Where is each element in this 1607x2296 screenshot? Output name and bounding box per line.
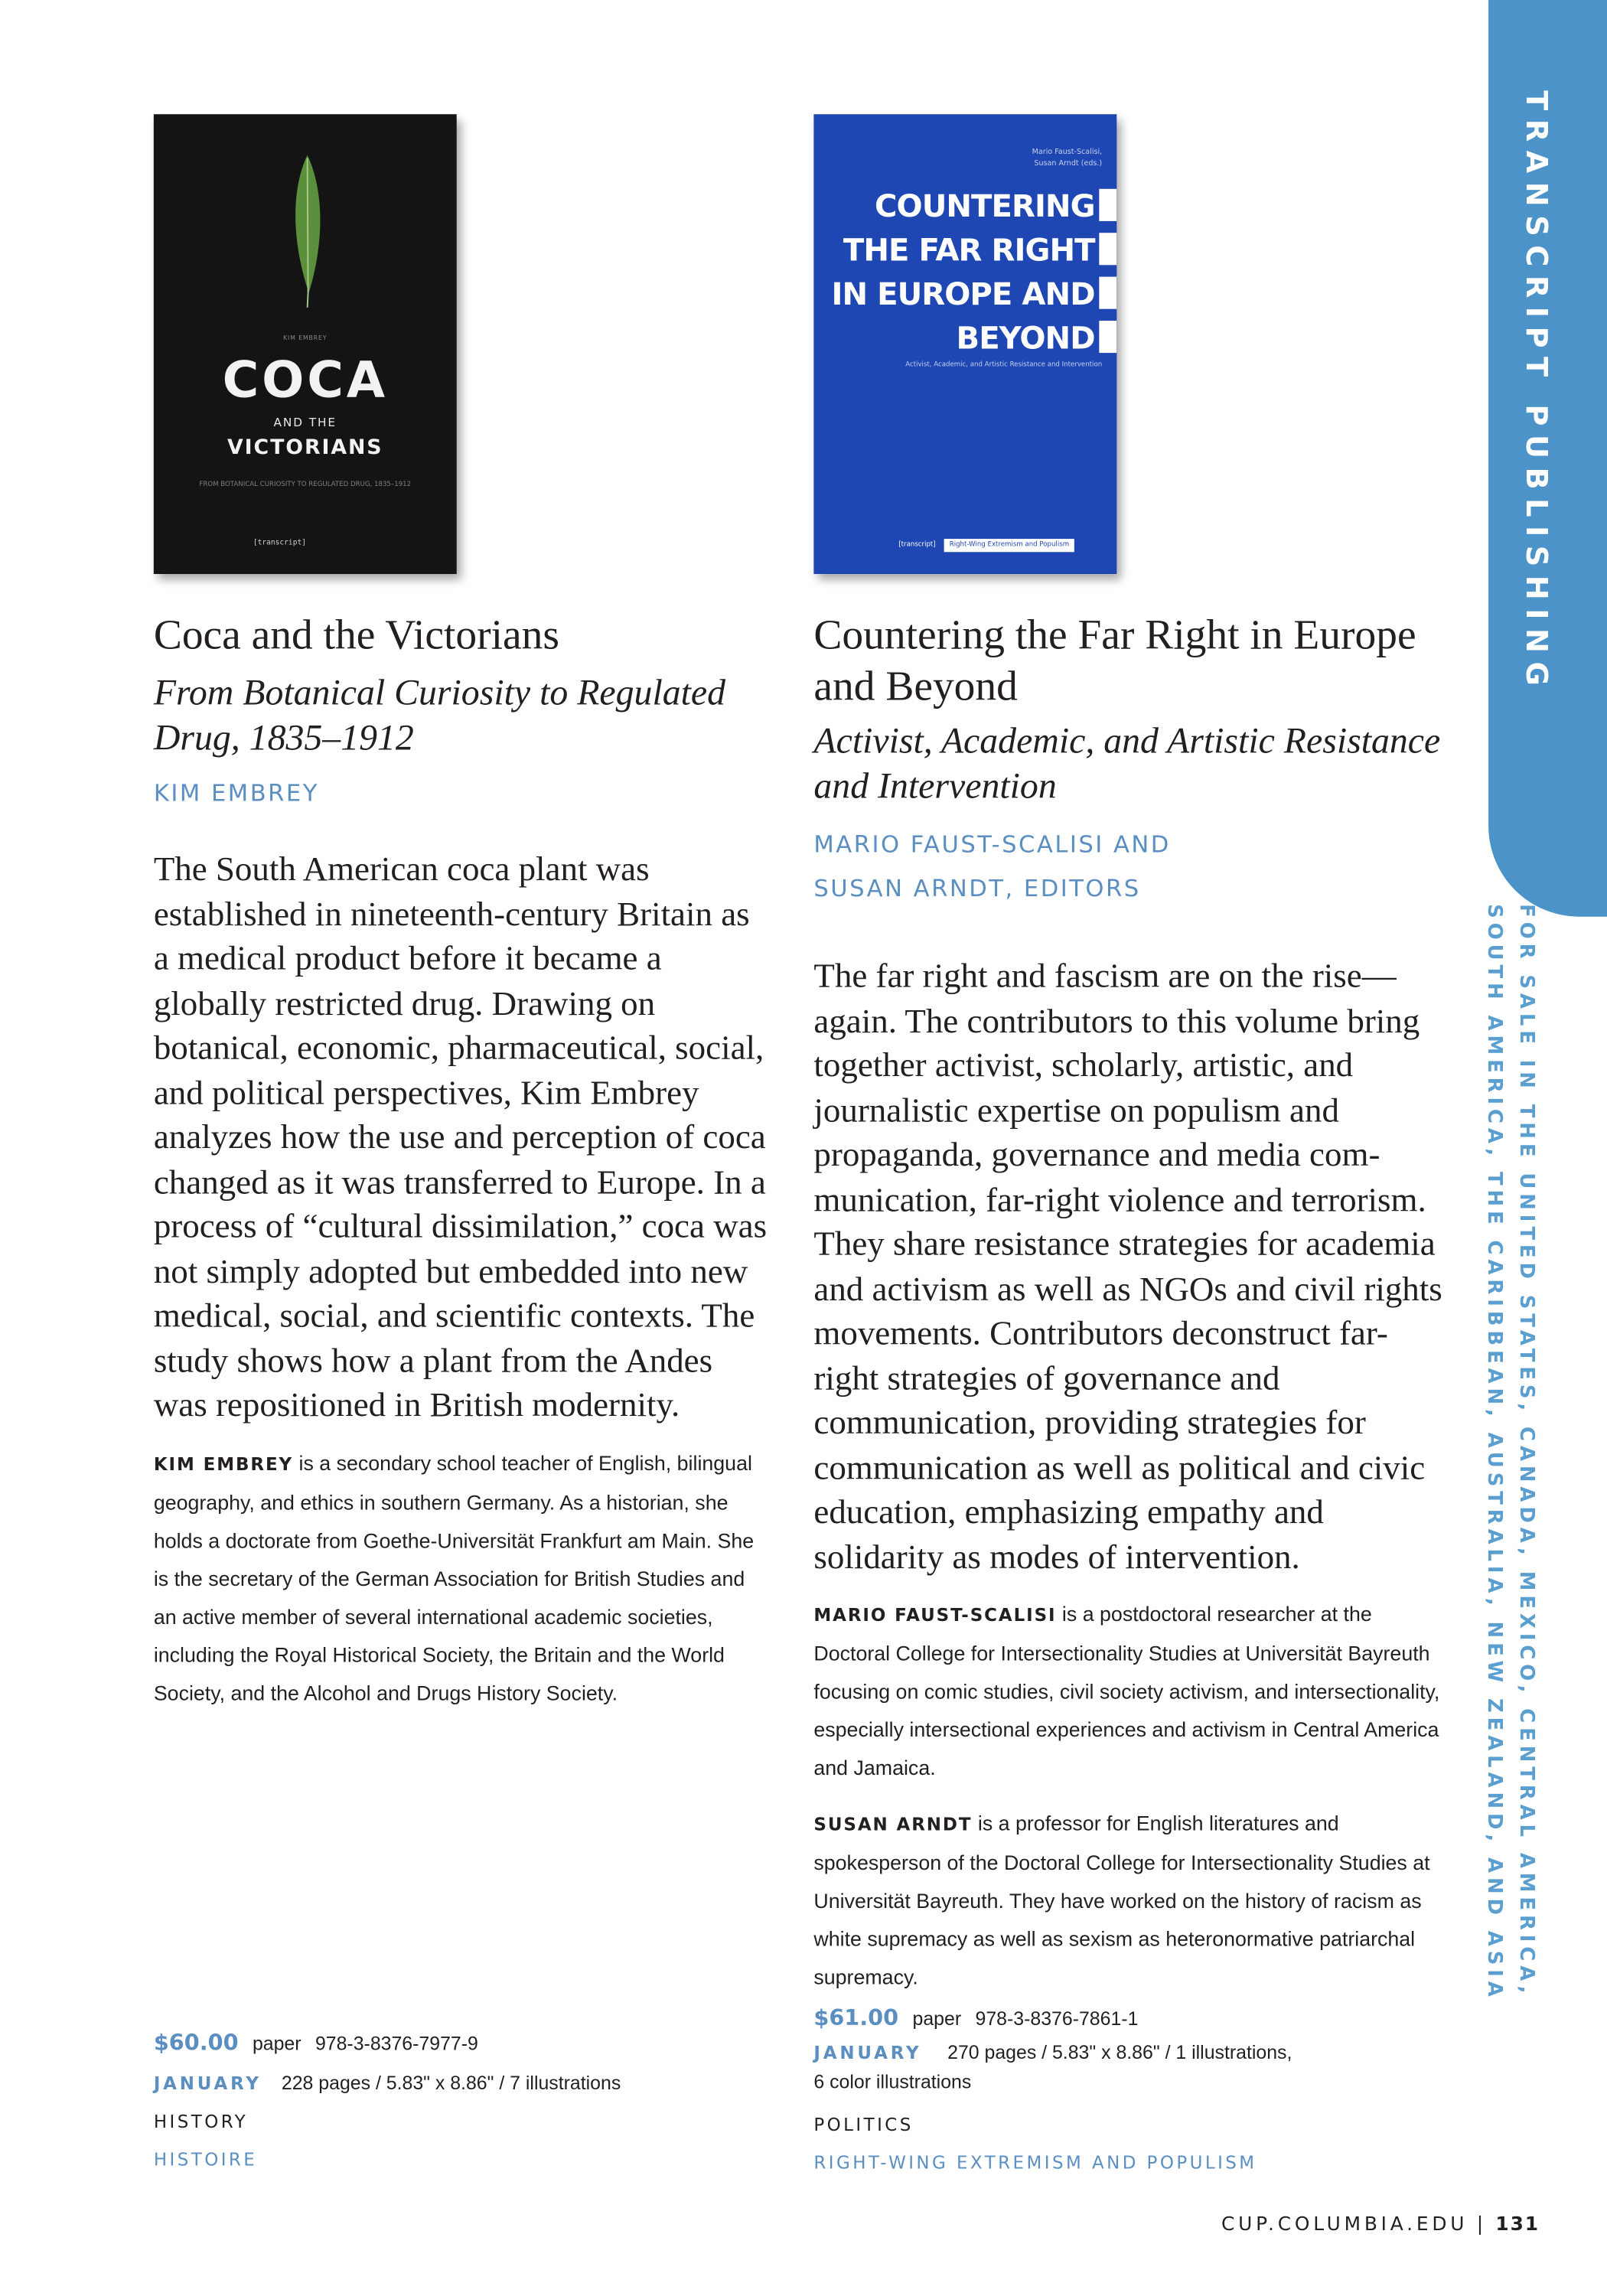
editor-bio-name: MARIO FAUST-SCALISI bbox=[813, 1604, 1057, 1626]
sales-territory-line-2: SOUTH AMERICA, THE CARIBBEAN, AUSTRALIA, NEW ZEALAND, AND ASIA bbox=[1482, 904, 1507, 2001]
book-author: KIM EMBREY bbox=[153, 778, 319, 807]
book-format: paper bbox=[252, 2032, 302, 2055]
book-cover-coca[interactable] bbox=[154, 114, 457, 574]
book-isbn: 978-3-8376-7861-1 bbox=[975, 2007, 1139, 2030]
sales-territory-note bbox=[1478, 904, 1543, 2001]
book-subject-secondary[interactable]: HISTOIRE bbox=[153, 2149, 258, 2170]
editor-bio-text: is a professor for English literatures and spokesperson of the Doctoral College for Intersectionality Studies at Universität Bayreuth. They have worked on the history of racism as white supremacy as well as sexism as heteronormative patriarchal supremacy. bbox=[813, 1811, 1430, 1989]
book-title: Coca and the Victorians bbox=[153, 612, 559, 659]
cover-publisher-logo: [transcript] bbox=[898, 541, 936, 550]
author-bio-text: is a secondary school teacher of English, bilingual geography, and ethics in southern Germany. As a historian, she holds a doctorate from Goethe-Universität Frankfurt am Main. She is the secretary of the German Association for British Studies and an active member of several international academic societies, including the Royal Historical Society, the Britain and the World Society, and the Alcohol and Drugs History Society. bbox=[153, 1450, 755, 1704]
book-specs: 270 pages / 5.83" x 8.86" / 1 illustrations, bbox=[947, 2041, 1292, 2063]
book-subtitle: From Botanical Curiosity to Regulated Drug, 1835–1912 bbox=[153, 673, 726, 759]
cover-editors-line-2: Susan Arndt (eds.) bbox=[1034, 159, 1103, 169]
cover-subtitle: FROM BOTANICAL CURIOSITY TO REGULATED DRUG, 1835–1912 bbox=[199, 481, 412, 490]
book-price: $61.00 bbox=[813, 2004, 899, 2031]
book-specs: 228 pages / 5.83" x 8.86" / 7 illustrations bbox=[281, 2072, 621, 2094]
cover-title-line: THE FAR RIGHT bbox=[813, 228, 1116, 272]
author-bio bbox=[154, 1443, 768, 1711]
cover-title-main: COCA bbox=[222, 351, 388, 410]
book-entry-coca bbox=[154, 114, 768, 1711]
book-meta-coca bbox=[154, 2030, 768, 2179]
book-author-line-2: SUSAN ARNDT, EDITORS bbox=[813, 874, 1141, 902]
book-subject[interactable]: POLITICS bbox=[813, 2114, 914, 2135]
book-cover-far-right[interactable] bbox=[813, 114, 1116, 574]
page-footer bbox=[1221, 2214, 1540, 2236]
cover-editors bbox=[1032, 146, 1103, 170]
book-isbn: 978-3-8376-7977-9 bbox=[315, 2032, 478, 2055]
sales-territory-line-1: FOR SALE IN THE UNITED STATES, CANADA, MEXICO, CENTRAL AMERICA, bbox=[1514, 904, 1539, 1998]
book-entry-far-right bbox=[813, 114, 1442, 1996]
editor-bio-text: is a postdoctoral researcher at the Doctoral College for Intersectionality Studies at Universität Bayreuth focusing on comic studies, civil society activism, and intersectionality, especially intersectional experiences and activism in Central America and Jamaica. bbox=[813, 1602, 1440, 1779]
cover-title-line: IN EUROPE AND bbox=[813, 272, 1116, 316]
book-month: JANUARY bbox=[153, 2073, 262, 2094]
cover-author: KIM EMBREY bbox=[283, 334, 328, 341]
book-title: Countering the Far Right in Europe and Beyond bbox=[813, 612, 1416, 710]
book-meta-far-right bbox=[813, 2001, 1428, 2182]
footer-separator: | bbox=[1476, 2213, 1487, 2236]
book-format: paper bbox=[912, 2007, 962, 2030]
cover-title-rest: VICTORIANS bbox=[227, 436, 383, 460]
cover-publisher-logo: [transcript] bbox=[253, 539, 306, 548]
cover-title-line: BEYOND bbox=[813, 316, 1116, 360]
book-subtitle: Activist, Academic, and Artistic Resistance and Intervention bbox=[813, 722, 1441, 807]
cover-editors-line-1: Mario Faust-Scalisi, bbox=[1032, 148, 1103, 157]
publisher-name: TRANSCRIPT PUBLISHING bbox=[1519, 90, 1555, 695]
editor-bio-name: SUSAN ARNDT bbox=[813, 1814, 973, 1835]
cover-series: Right-Wing Extremism and Populism bbox=[944, 539, 1075, 552]
book-subject-secondary[interactable]: RIGHT-WING EXTREMISM AND POPULISM bbox=[813, 2152, 1257, 2174]
page-number: 131 bbox=[1495, 2213, 1540, 2236]
editor-bio bbox=[813, 1595, 1442, 1787]
cover-title-and: AND THE bbox=[273, 416, 337, 429]
book-specs-continued: 6 color illustrations bbox=[813, 2070, 972, 2093]
cover-title bbox=[813, 184, 1116, 360]
cover-title-line: COUNTERING bbox=[813, 184, 1116, 228]
book-author: MARIO FAUST-SCALISI AND bbox=[813, 830, 1171, 859]
leaf-icon bbox=[288, 152, 327, 311]
author-bio-name: KIM EMBREY bbox=[153, 1453, 294, 1474]
footer-site-link[interactable]: CUP.COLUMBIA.EDU bbox=[1221, 2213, 1468, 2236]
book-subject[interactable]: HISTORY bbox=[153, 2111, 249, 2132]
book-month: JANUARY bbox=[813, 2043, 922, 2063]
cover-footer bbox=[898, 539, 1074, 552]
book-description: The far right and fascism are on the rise—again. The contributors to this volume bring together activist, scholarly, artistic, and journalistic expertise on populism and propaganda, governance and media communication, far-right violence and terrorism. They share resistance strategies for academia and activism as well as NGOs and civil rights movements. Contributors deconstruct far-right strategies of governance and communication, providing strategies for communication as well as political and civic education, emphasizing empathy and solidarity as modes of intervention. bbox=[813, 957, 1442, 1577]
editor-bio bbox=[813, 1804, 1442, 1996]
book-description: The South American coca plant was established in nineteenth-century Britain as a medical product before it became a globally restricted drug. Drawing on botanical, economic, pharmaceutical, social, and political perspectives, Kim Embrey analyzes how the use and perception of coca changed as it was transferred to Europe. In a process of “cultural dissimilation,” coca was not simply adopted but embedded into new medical, social, and scientific contexts. The study shows how a plant from the Andes was repositioned in British modernity. bbox=[153, 850, 768, 1425]
cover-subtitle: Activist, Academic, and Artistic Resistance and Intervention bbox=[905, 361, 1103, 370]
book-price: $60.00 bbox=[153, 2029, 239, 2056]
